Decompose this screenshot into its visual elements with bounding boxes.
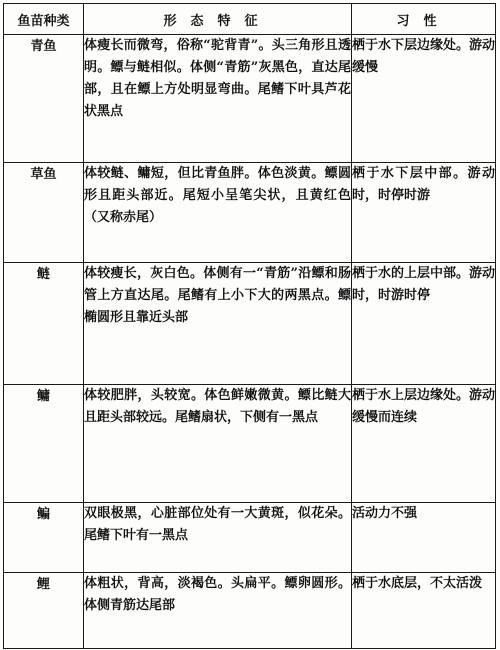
habit-text: 栖于水底层，不太活泼 (352, 573, 496, 649)
morphology-text: 体较瘦长，灰白色。体侧有一“青筋”沿鳔和肠管上方直达尾。尾鳍有上小下大的两黑点。鳔椭圆形且靠近头部 (84, 263, 352, 385)
morphology-text: 双眼极黑，心脏部位处有一大黄斑，似花朵。尾鳍下叶有一黑点 (84, 503, 352, 573)
fish-name: 鳙 (4, 385, 84, 503)
header-row (4, 4, 496, 35)
header-morphology: 形态特征 (84, 4, 352, 35)
fish-name: 鲢 (4, 263, 84, 385)
table-row (4, 263, 496, 385)
habit-text: 栖于水上层边缘处。游动缓慢而连续 (352, 385, 496, 503)
table-row (4, 385, 496, 503)
habit-text: 栖于水下层中部。游动时，时停时游 (352, 163, 496, 263)
morphology-text: 体瘦长而微弯，俗称“驼背青”。头三角形且透明。鳔与鲢相似。体侧“青筋”灰黑色，直达尾部，且在鳔上方处明显弯曲。尾鳍下叶具芦花状黑点 (84, 35, 352, 163)
fish-name: 草鱼 (4, 163, 84, 263)
table-row (4, 163, 496, 263)
table-row (4, 35, 496, 163)
habit-text: 栖于水的上层中部。游动时，时游时停 (352, 263, 496, 385)
table-row (4, 503, 496, 573)
fish-name: 鲤 (4, 573, 84, 649)
habit-text: 栖于水下层边缘处。游动缓慢 (352, 35, 496, 163)
fish-fry-table (3, 3, 496, 649)
morphology-text: 体较肥胖，头较宽。体色鲜嫩微黄。鳔比鲢大且距头部较远。尾鳍扇状，下侧有一黑点 (84, 385, 352, 503)
fish-name: 青鱼 (4, 35, 84, 163)
header-fish-type: 鱼苗种类 (4, 4, 84, 35)
table-row (4, 573, 496, 649)
morphology-text: 体较鲢、鳙短，但比青鱼胖。体色淡黄。鳔圆形且距头部近。尾短小呈笔尖状，且黄红色（又称赤尾） (84, 163, 352, 263)
header-habits: 习性 (352, 4, 496, 35)
morphology-text: 体粗状，背高，淡褐色。头扁平。鳔卵圆形。体侧青筋达尾部 (84, 573, 352, 649)
habit-text: 活动力不强 (352, 503, 496, 573)
fish-name: 鳊 (4, 503, 84, 573)
